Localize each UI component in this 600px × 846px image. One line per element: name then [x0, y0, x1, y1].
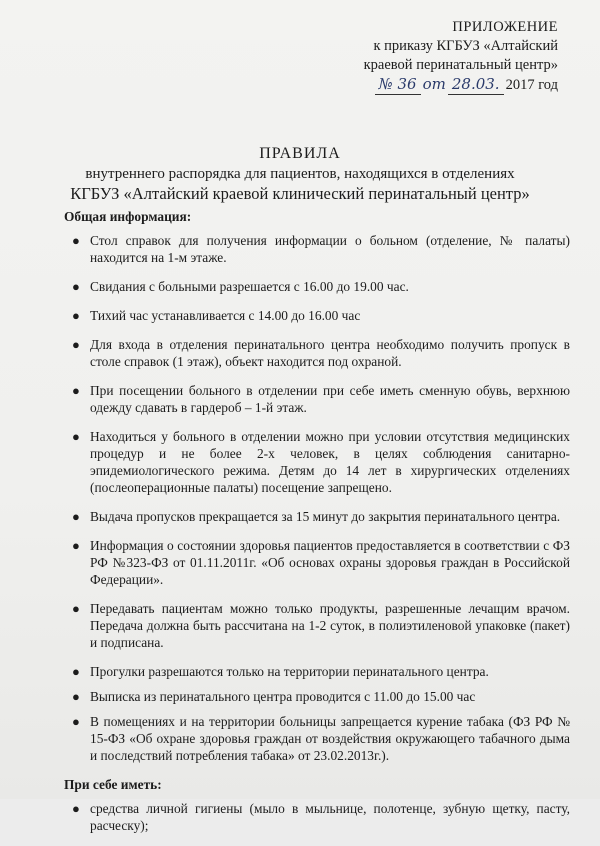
list-item: ● Прогулки разрешаются только на территории перинатального центра.: [72, 664, 489, 679]
bullet-icon: ●: [72, 714, 80, 729]
order-line: [364, 75, 558, 95]
list-item: ● При посещении больного в отделении при себе иметь сменную обувь, верхнюю одежду сдавать в гардероб – 1-й этаж.: [72, 383, 570, 415]
list-item: ● Выдача пропусков прекращается за 15 минут до закрытия перинатального центра.: [72, 509, 561, 524]
general-info-list: [64, 232, 570, 764]
list-item: ● Информация о состоянии здоровья пациентов предоставляется в соответствии с ФЗ РФ №323-ФЗ от 01.11.2011г. «Об основах охраны здоровья граждан в Российской Федерации».: [72, 538, 570, 587]
list-item: ● Выписка из перинатального центра проводится с 11.00 до 15.00 час: [72, 689, 476, 704]
list-item: ● средства личной гигиены (мыло в мыльнице, полотенце, зубную щетку, пасту, расческу);: [72, 801, 570, 833]
bullet-icon: ●: [72, 308, 80, 323]
bullet-icon: ●: [72, 509, 80, 524]
rules-content: [64, 208, 570, 846]
bullet-icon: ●: [72, 664, 80, 679]
list-item: ● В помещениях и на территории больницы запрещается курение табака (ФЗ РФ № 15-ФЗ «Об охране здоровья граждан от воздействия окружающего табачного дыма и последствий потребления табака» от 23.02.2013г.).: [72, 714, 570, 763]
appendix-line-2: краевой перинатальный центр»: [363, 57, 558, 73]
bullet-icon: ●: [72, 689, 80, 704]
list-item: ● Для входа в отделения перинатального центра необходимо получить пропуск в столе справок (1 этаж), объект находится под охраной.: [72, 337, 570, 369]
bullet-icon: ●: [72, 383, 80, 398]
list-item: ● Находиться у больного в отделении можно при условии отсутствия медицинских процедур и не более 2-х человек, в целях соблюдения санитарно-эпидемиологического режима. Детям до 14 лет в хирургических отделениях (послеоперационные палаты) посещение запрещено.: [72, 429, 570, 495]
bring-title: При себе иметь:: [64, 777, 162, 792]
rules-subtitle-1: внутреннего распорядка для пациентов, находящихся в отделениях: [85, 166, 515, 182]
order-year: 2017 год: [505, 77, 558, 93]
bullet-icon: ●: [72, 601, 80, 616]
bullet-icon: ●: [72, 233, 80, 248]
order-number: № 36: [375, 75, 421, 95]
bullet-icon: ●: [72, 337, 80, 352]
rules-subtitle-2: КГБУЗ «Алтайский краевой клинический перинатальный центр»: [70, 184, 530, 203]
appendix-title: ПРИЛОЖЕНИЕ: [452, 19, 558, 35]
rules-title: ПРАВИЛА: [259, 145, 341, 162]
list-item: ● Стол справок для получения информации о больном (отделение, № палаты) находится на 1-м этаже.: [72, 233, 570, 265]
bring-list: [64, 800, 570, 834]
bullet-icon: ●: [72, 429, 80, 444]
list-item: ● Свидания с больными разрешается с 16.00 до 19.00 час.: [72, 279, 409, 294]
general-info-title: Общая информация:: [64, 209, 192, 224]
bullet-icon: ●: [72, 801, 80, 816]
appendix-line-1: к приказу КГБУЗ «Алтайский: [373, 38, 558, 54]
order-from: от: [422, 75, 446, 93]
bullet-icon: ●: [72, 538, 80, 553]
bullet-icon: ●: [72, 279, 80, 294]
order-date: 28.03.: [448, 75, 504, 95]
list-item: ● Тихий час устанавливается с 14.00 до 16.00 час: [72, 308, 361, 323]
list-item: ● Передавать пациентам можно только продукты, разрешенные лечащим врачом. Передача должна быть рассчитана на 1-2 суток, в полиэтиленовой упаковке (пакет) и подписана.: [72, 601, 570, 650]
appendix-block: [364, 18, 558, 95]
rules-heading: [0, 144, 600, 204]
